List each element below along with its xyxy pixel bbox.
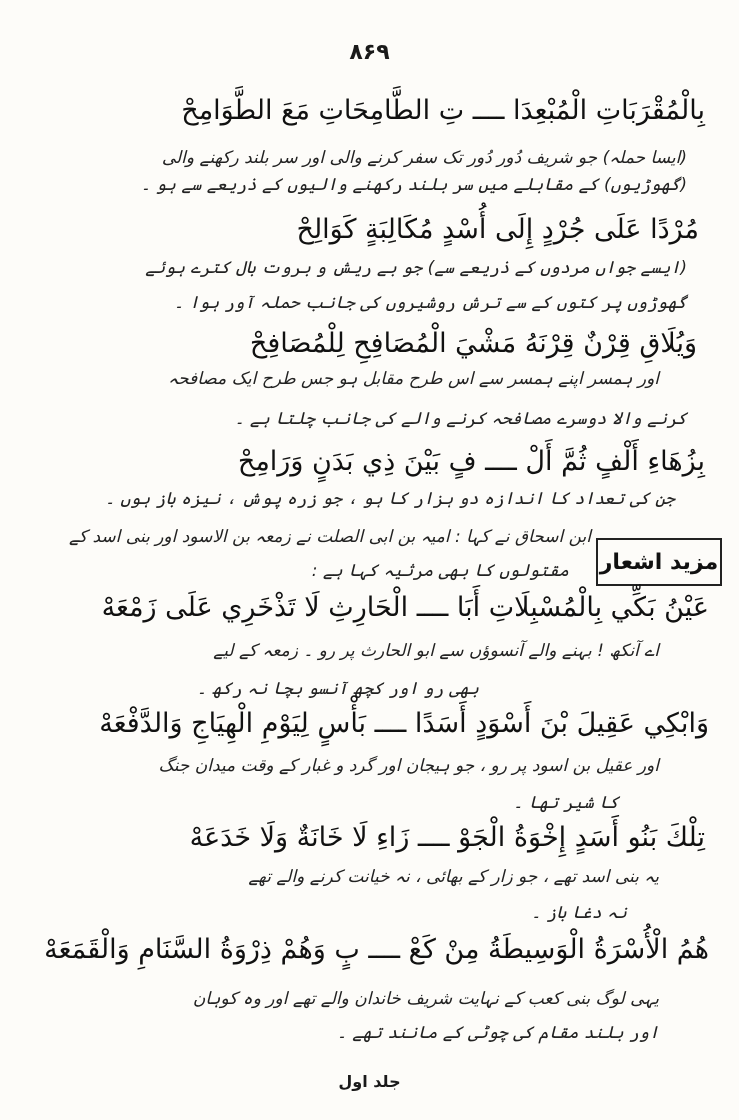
verse-line: عَيْنُ بَكِّي بِالْمُسْبِلَاتِ أَبَا ــــ الْحَارِثِ لَا تَذْخَرِي عَلَى زَمْعَهْ — [101, 592, 709, 623]
translation-line: کرنے والا دوسرے مصافحہ کرنے والے کی جانب چلتا ہے ۔ — [234, 409, 687, 429]
translation-line: کا شیر تھا ۔ — [513, 793, 619, 813]
translation-line: یہ بنی اسد تھے ، جو زار کے بھائی ، نہ خیانت کرنے والے تھے — [248, 867, 659, 887]
volume-footer: جلد اول — [338, 1072, 401, 1091]
verse-line: بِالْمُقْرَبَاتِ الْمُبْعِدَا ــــ تِ الطَّامِحَاتِ مَعَ الطَّوَامِحْ — [181, 95, 705, 126]
translation-line: مقتولوں کا بھی مرثیہ کہا ہے : — [311, 561, 569, 581]
verse-line: وَابْكِي عَقِيلَ بْنَ أَسْوَدٍ أَسَدًا ــــ بَأْسٍ لِيَوْمِ الْهِيَاجِ وَالدَّفْعَهْ — [99, 708, 709, 739]
verse-line: بِزُهَاءِ أَلْفٍ ثُمَّ أَلْ ــــ فٍ بَيْنَ ذِي بَدَنٍ وَرَامِحْ — [237, 446, 705, 477]
translation-line: اور عقیل بن اسود پر رو ، جو ہیجان اور گرد و غبار کے وقت میدان جنگ — [158, 756, 659, 776]
verse-line: تِلْكَ بَنُو أَسَدٍ إِخْوَةُ الْجَوْ ــــ زَاءِ لَا خَانَةٌ وَلَا خَدَعَهْ — [189, 822, 705, 853]
translation-line: (ایسے جواں مردوں کے ذریعے سے) جو بے ریش و بروت بال کترے ہوئے — [145, 258, 687, 278]
translation-line: یہی لوگ بنی کعب کے نہایت شریف خاندان والے تھے اور وہ کوہان — [192, 989, 659, 1009]
verse-line: مُرْدًا عَلَى جُرْدٍ إِلَى أُسْدٍ مُكَالِبَةٍ كَوَالِحْ — [296, 214, 699, 245]
side-heading-box: مزید اشعار — [596, 538, 722, 586]
translation-line: اور بلند مقام کی چوٹی کے مانند تھے ۔ — [336, 1023, 659, 1043]
translation-line: اے آنکھ ! بہنے والے آنسوؤں سے ابو الحارث پر رو ۔ زمعہ کے لیے — [213, 641, 659, 661]
page-number: ۸۶۹ — [349, 40, 390, 65]
verse-line: وَيُلَاقِ قِرْنٌ قِرْنَهُ مَشْيَ الْمُصَافِحِ لِلْمُصَافِحْ — [249, 328, 697, 359]
verse-line: هُمُ الْأُسْرَةُ الْوَسِيطَةُ مِنْ كَعْ ــــ بٍ وَهُمْ ذِرْوَةُ السَّنَامِ وَالْقَمَعَهْ — [44, 934, 709, 965]
translation-line: بھی رو اور کچھ آنسو بچا نہ رکھ ۔ — [196, 679, 479, 699]
translation-line: گھوڑوں پر کتوں کے سے ترش روشیروں کی جانب حملہ آور ہوا ۔ — [173, 293, 687, 313]
translation-line: ابن اسحاق نے کہا : امیہ بن ابی الصلت نے زمعہ بن الاسود اور بنی اسد کے — [69, 527, 591, 547]
translation-line: (گھوڑیوں) کے مقابلے میں سر بلند رکھنے والیوں کے ذریعے سے ہو ۔ — [140, 175, 687, 195]
translation-line: اور ہمسر اپنے ہمسر سے اس طرح مقابل ہو جس طرح ایک مصافحہ — [168, 369, 659, 389]
translation-line: (ایسا حملہ) جو شریف دُور دُور تک سفر کرنے والی اور سر بلند رکھنے والی — [161, 148, 687, 168]
translation-line: نہ دغا باز ۔ — [531, 903, 627, 923]
translation-line: جن کی تعداد کا اندازہ دو ہزار کا ہو ، جو زرہ پوش ، نیزہ باز ہوں ۔ — [105, 489, 675, 509]
